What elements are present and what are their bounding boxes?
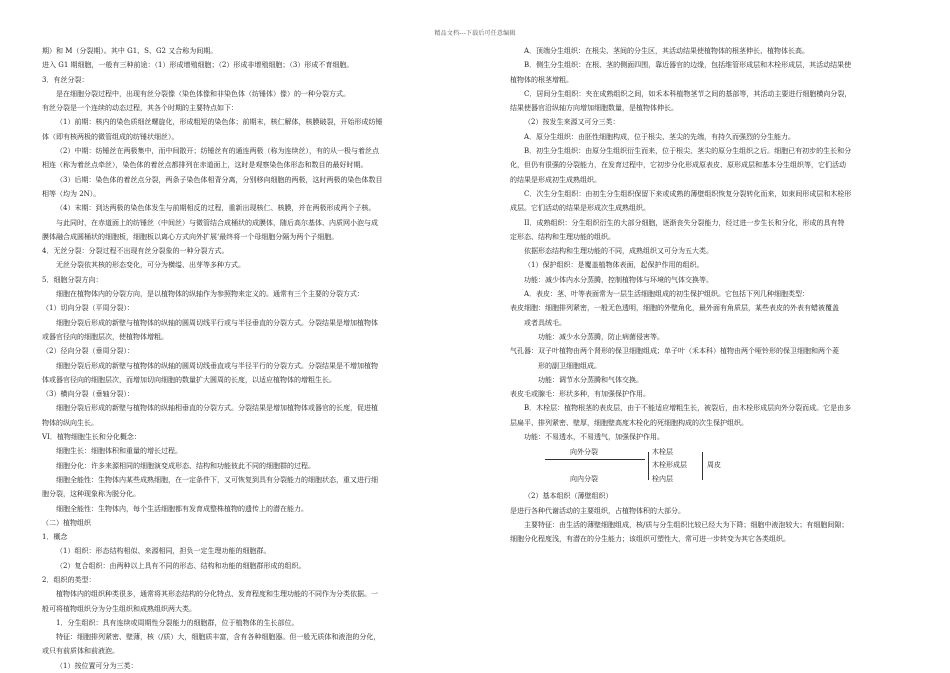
text-line: 3．有丝分裂： — [42, 75, 89, 84]
text-line: C．次生分生组织：由初生分生组织保留下来或成熟的薄壁组织恢复分裂转化而来，如束间形成层和木栓形 — [524, 189, 852, 198]
cork-cambium-label: 木栓形成层 — [652, 461, 687, 470]
text-line: 或器官径向的细胞层次，使植物体增粗。 — [42, 332, 168, 341]
text-line: 是进行各种代谢活动的主要组织，占植物体积的大部分。 — [510, 506, 685, 515]
text-line: （1）按位置可分为三类： — [56, 661, 138, 670]
text-line: B．初生分生组织：由原分生组织衍生而来，位于根尖、茎尖的原分生组织之后。细胞已有初步的生长和分 — [524, 147, 852, 156]
text-line: （2）按发生来源又可分三类： — [524, 118, 620, 127]
text-line: 细胞全能性：生物体内某些成熟细胞，在一定条件下，又可恢复到具有分裂能力的细胞状态，重又进行细 — [56, 475, 378, 484]
phelloderm-label: 栓内层 — [652, 475, 673, 484]
text-line: 或者具绒毛。 — [524, 318, 566, 327]
text-line: 般可将植物组织分为分生组织和成熟组织两大类。 — [42, 604, 196, 613]
text-line: 植物体的根茎增粗。 — [510, 75, 573, 84]
text-line: 功能：减少体内水分蒸腾，控制植物体与环境的气体交换等。 — [524, 275, 713, 284]
left-column — [42, 44, 472, 673]
text-line: 主要特征：由生活的薄壁细胞组成，核/质与分生组织比较已经大为下降；细胞中液泡较大；有细胞间隙； — [524, 520, 849, 529]
text-line: 细胞分裂后形成的新壁与植物体的纵轴的圆周切线平行或与半径垂直的分裂方式。分裂结果是增加植物体 — [56, 318, 378, 327]
text-line: 期）和 M（分裂期）。其中 G1、S、G2 又合称为间期。 — [42, 47, 218, 55]
bracket-left — [648, 452, 649, 480]
cork-layer-label: 木栓层 — [652, 448, 673, 457]
text-line: 层扁平、排列紧密、壁厚，细胞壁高度木栓化的死细胞构成的次生保护组织。 — [510, 418, 748, 427]
text-line: 细胞分化：许多来源相同的细胞演变成形态、结构和功能彼此不同的细胞群的过程。 — [56, 461, 315, 470]
text-line: （2）基本组织（薄壁组织） — [524, 492, 613, 501]
text-line: 细胞在植物体内的分裂方向，是以植物体的纵轴作为参照物来定义的。通常有三个主要的分裂方式： — [56, 290, 364, 299]
text-line: （2）中期：纺锤丝在两极集中，而中间散开；纺锤丝有的通连两极（称为连续丝），有的从一极与着丝点 — [56, 147, 379, 156]
text-line: 成层。它们活动的结果是形成次生成熟组织。 — [510, 204, 650, 213]
bracket-right — [702, 452, 703, 480]
text-line: 或只有前质体和前液泡。 — [42, 647, 119, 656]
text-line: 特征：细胞排列紧密、壁薄，核（/质）大，细胞质丰富，含有各种细胞器。但一般无质体和液泡的分化， — [56, 633, 381, 642]
text-line: 功能：减少水分蒸腾，防止病菌侵害等。 — [538, 332, 664, 341]
text-line: 2．组织的类型： — [42, 575, 96, 584]
right-column-top-text — [510, 44, 930, 444]
text-line: （3）横向分裂（垂轴分裂）： — [42, 390, 134, 399]
text-line: 物体的纵向生长。 — [42, 418, 98, 427]
text-line: A．原分生组织：由胚性细胞构成，位于根尖、茎尖的先端，有持久而强烈的分生能力。 — [524, 132, 796, 141]
text-line: （4）末期：到达两极的染色体发生与前期相反的过程，重新出现核仁、核膜，并在两极形成两个子核。 — [56, 204, 376, 213]
text-line: 功能：不易透水，不易透气，加强保护作用。 — [524, 433, 664, 442]
text-line: 体（即有核两极的微管组成的纺锤状细丝）。 — [42, 132, 179, 141]
page-header: 精品文档---下载后可任意编辑 — [434, 30, 516, 37]
text-line: 有丝分裂是一个连续的动态过程，其各个时期的主要特点如下： — [42, 104, 238, 113]
text-line: 依据形态结构和生理功能的不同，成熟组织又可分为五大类。 — [524, 247, 713, 256]
text-line: 功能：调节水分蒸腾和气体交换。 — [538, 375, 643, 384]
text-line: 是在细胞分裂过程中，出现有丝分裂像（染色体像和非染色体（纺锤体）像）的一种分裂方式。 — [56, 89, 350, 98]
text-line: 气孔器：双子叶植物由两个肾形的保卫细胞组成；单子叶（禾本科）植物由两个哑铃形的保卫细胞和两个菱 — [510, 347, 839, 356]
text-line: B．侧生分生组织：在根、茎的侧面四围，靠近器官的边缘，包括维管形成层和木栓形成层，其活动结果使 — [524, 61, 852, 70]
text-line: 定形态、结构和生理功能的组织。 — [510, 232, 615, 241]
text-line: （3）后期：染色体的着丝点分裂，两条子染色体相背分离，分别移向细胞的两极，这时两极的染色体数目 — [56, 175, 383, 184]
text-line: （1）保护组织：是覆盖植物体表面，起保护作用的组织。 — [524, 261, 704, 270]
text-line: A．表皮：茎、叶等表面常为一层生活细胞组成的初生保护组织。它包括下列几种细胞类型： — [524, 290, 810, 299]
text-line: （1）组织：形态结构相似、来源相同，担负一定生理功能的细胞群。 — [56, 547, 271, 556]
text-line: （2）径向分裂（垂周分裂）： — [42, 347, 134, 356]
outward-division-label: 向外分裂 — [570, 448, 598, 457]
periderm-label: 周皮 — [707, 461, 721, 470]
text-line: 相连（称为着丝点牵丝），染色体的着丝点都排列在赤道面上，这时是观察染色体形态和数目的最好时期。 — [42, 161, 368, 170]
text-line: 1．分生组织：具有连续或周期性分裂能力的细胞群，位于植物体的生长部位。 — [56, 618, 299, 627]
text-line: 细胞生长：细胞体积和重量的增长过程。 — [56, 447, 182, 456]
text-line: （1）切向分裂（平周分裂）： — [42, 304, 134, 313]
text-line: 胞分裂，这种现象称为脱分化。 — [42, 490, 140, 499]
right-column-bottom-text — [510, 489, 930, 546]
text-line: （1）前期：核内的染色质细丝螺旋化，形成粗短的染色体；前期末，核仁解体，核膜破裂，开始形成纺锤 — [56, 118, 383, 127]
periderm-diagram — [510, 445, 930, 488]
text-line: B．木栓层：植物根茎的表皮层，由于不能适应增粗生长，被裂后，由木栓形成层向外分裂而成。它是由多 — [524, 404, 852, 413]
text-line: （二）植物组织 — [42, 518, 91, 527]
text-line: 细胞分裂后形成的新壁与植物体的纵轴的圆周切线垂直或与半径平行的分裂方式。分裂结果是不增加植物 — [56, 361, 378, 370]
diagram-line — [545, 459, 645, 460]
text-line: 细胞分化程度浅，有潜在的分生能力；该组织可塑性大，常可进一步转变为其它各类组织。 — [510, 535, 790, 544]
text-line: （2）复合组织：由两种以上具有不同的形态、结构和功能的细胞群形成的组织。 — [56, 561, 306, 570]
text-line: 细胞分裂后形成的新壁与植物体的纵轴相垂直的分裂方式。分裂结果是增加植物体或器官的长度，促进植 — [56, 404, 378, 413]
text-line: 无丝分裂依其核的形态变化，可分为横缢、出芽等多种方式。 — [56, 261, 245, 270]
text-line: 4．无丝分裂：分裂过程不出现有丝分裂象的一种分裂方式。 — [42, 247, 229, 256]
text-line: 5．细胞分裂方向： — [42, 275, 103, 284]
text-line: VI．植物细胞生长和分化概念： — [42, 433, 141, 442]
text-line: 细胞全能性：生物体内，每个生活细胞都有发育成整株植物的遗传上的潜在能力。 — [56, 504, 308, 513]
text-line: 形的副卫细胞组成。 — [538, 361, 601, 370]
text-line: 与此同时，在赤道面上的纺锤丝（中间丝）与微管结合成桶状的成膜体，随后高尔基体、内质网小泡与成 — [56, 218, 378, 227]
text-line: 1．概念 — [42, 533, 68, 542]
text-line: 植物体内的组织种类很多，通常将其形态结构的分化特点、发育程度和生理功能的不同作为分类依据。一 — [56, 590, 378, 599]
text-line: 结果使器官沿纵轴方向增加细胞数量，是植物体伸长。 — [510, 104, 678, 113]
text-line: 相等（均为 2N）。 — [42, 189, 101, 198]
text-line: 化，但仍有很强的分裂能力，在发育过程中，它初步分化形成原表皮、原形成层和基本分生组织等，它们活动 — [510, 161, 846, 170]
text-line: 膜体融合成圆桶状的细胞板，细胞板以离心方式向外扩展‘最终将一个母细胞分隔为两个子细胞。 — [42, 232, 339, 241]
text-line: A．顶端分生组织：在根尖、茎间的分生区，其活动结果使植物体的根茎伸长、植物体长高。 — [524, 47, 810, 55]
text-line: 体或器官径向的细胞层次，而增加切向细胞的数量扩大圆周的长度，以适应植物体的增粗生长。 — [42, 375, 336, 384]
text-line: 表皮细胞：细胞排列紧密，一般无色透明，细胞的外壁角化，最外面有角质层，某些表皮的外表有蜡被覆盖 — [510, 304, 839, 313]
text-line: 的结果是形成初生成熟组织。 — [510, 175, 601, 184]
inward-division-label: 向内分裂 — [570, 475, 598, 484]
right-column — [510, 44, 930, 547]
text-line: 进入 G1 期细胞，一般有三种前途：（1）形成增殖细胞；（2）形成非增殖细胞；（3）形成不育细胞。 — [42, 61, 354, 70]
text-line: 表皮毛或腺毛：形状多种，有加强保护作用。 — [510, 390, 650, 399]
text-line: II．成熟组织：分生组织衍生的大部分细胞，逐渐丧失分裂能力，经过进一步生长和分化，形成的具有特 — [524, 218, 845, 227]
text-line: C．居间分生组织：夹在成熟组织之间，如禾本科植物茎节之间的基部等，其活动主要进行细胞横向分裂， — [524, 89, 852, 98]
